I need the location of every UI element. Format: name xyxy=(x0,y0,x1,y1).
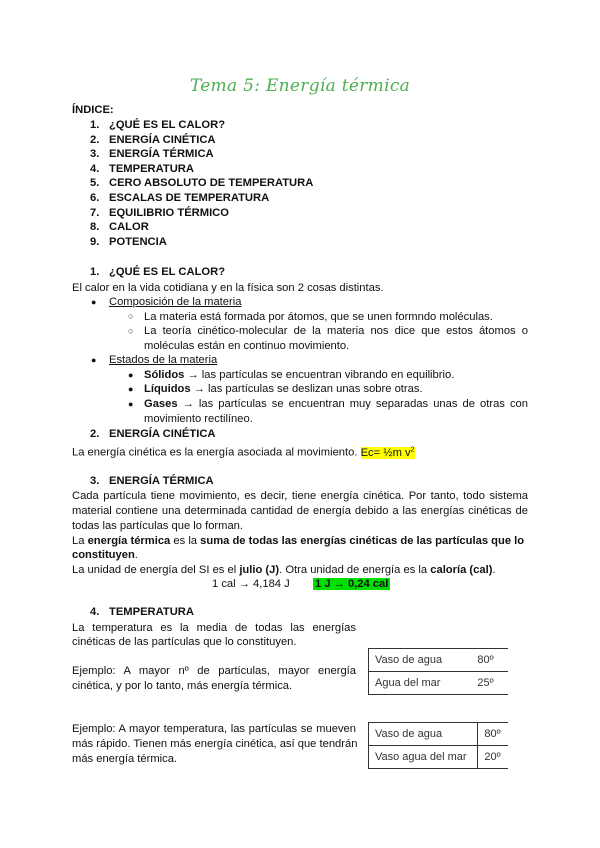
formula-text: Ec= ½m v xyxy=(360,446,411,459)
state-liquid xyxy=(144,383,423,395)
thermal-energy-definition: suma de todas las energías cinéticas de las partículas que lo xyxy=(200,535,525,547)
index-item-number: 2. xyxy=(90,133,100,146)
table-cell: Agua del mar xyxy=(369,672,472,695)
state-gas-line-2: movimiento rectilíneo. xyxy=(144,413,253,425)
index-item-number: 8. xyxy=(90,221,100,234)
index-item-label: ENERGÍA CINÉTICA xyxy=(109,133,216,146)
index-item-number: 3. xyxy=(90,148,100,161)
page-title: Tema 5: Energía térmica xyxy=(189,76,411,96)
example-1-line-1: Ejemplo: A mayor nº de partículas, mayor energía xyxy=(72,665,356,677)
kinetic-energy-definition: La energía cinética es la energía asociada al movimiento. xyxy=(72,446,361,459)
table-row xyxy=(369,746,509,769)
composition-item-2-line-2: moléculas están en continuo movimiento. xyxy=(144,340,350,352)
index-item-number: 9. xyxy=(90,235,100,248)
table-row xyxy=(369,723,509,746)
index-item-number: 1. xyxy=(90,119,100,131)
thermal-definition-line-1 xyxy=(72,535,524,547)
state-gas-label: Gases xyxy=(144,398,178,410)
index-item-number: 4. xyxy=(90,162,100,175)
calorie-term: caloría (cal) xyxy=(430,564,493,576)
index-item-number: 6. xyxy=(90,192,100,204)
table-cell: 80º xyxy=(478,723,508,746)
index-item-label: POTENCIA xyxy=(109,235,167,248)
section-3-number: 3. xyxy=(90,475,100,487)
temperature-table-2 xyxy=(368,722,508,769)
thermal-energy-term: energía térmica xyxy=(87,535,171,547)
text-span: La unidad de energía del SI es el xyxy=(72,564,240,576)
thermal-energy-definition-end: constituyen xyxy=(72,549,135,561)
temperature-p1-line-1: La temperatura es la media de todas las energías xyxy=(72,622,356,634)
text-span: . xyxy=(134,549,138,561)
text-span: es la xyxy=(170,535,201,547)
index-item-label: ¿QUÉ ES EL CALOR? xyxy=(109,119,226,131)
table-row xyxy=(369,649,509,672)
text-span: . xyxy=(492,564,496,576)
formula-exponent: 2 xyxy=(410,446,415,453)
thermal-p1-line-2: material contiene una determinada cantidad de energía debido a las energías cinéticas de xyxy=(72,505,528,517)
states-label: Estados de la materia xyxy=(109,354,218,366)
thermal-definition-line-2 xyxy=(72,549,138,561)
index-item-label: TEMPERATURA xyxy=(109,162,194,175)
thermal-p1-line-1: Cada partícula tiene movimiento, es decir, tiene energía cinética. Por tanto, todo sistema xyxy=(72,490,528,502)
index-item-number: 7. xyxy=(90,206,100,219)
text-span: . Otra unidad de energía es la xyxy=(279,564,431,576)
table-row xyxy=(369,672,509,695)
composition-item-2-line-1: La teoría cinético-molecular de la materia nos dice que estos átomos o xyxy=(144,325,528,337)
energy-unit-text xyxy=(72,564,496,576)
table-cell: Vaso agua del mar xyxy=(369,746,478,769)
state-liquid-text: → las partículas se deslizan unas sobre otras. xyxy=(190,383,423,395)
example-2-line-2: más rápido. Tienen más energía cinética, así que tendrán xyxy=(72,738,358,750)
table-cell: 25º xyxy=(471,672,508,695)
example-1-line-2: cinética, y por lo tanto, más energía térmica. xyxy=(72,680,293,692)
text-span: La xyxy=(72,535,88,547)
state-gas-text: → las partículas se encuentran muy separadas unas de otras con xyxy=(177,398,528,410)
example-2-line-3: más energía térmica. xyxy=(72,753,178,765)
circle-bullet-icon: ○ xyxy=(128,326,134,336)
index-item-number: 5. xyxy=(90,177,100,190)
index-heading: ÍNDICE: xyxy=(72,104,114,116)
section-1-heading: ¿QUÉ ES EL CALOR? xyxy=(109,266,226,278)
table-cell: Vaso de agua xyxy=(369,723,478,746)
kinetic-energy-formula xyxy=(361,447,415,459)
conversion-cal-to-j: 1 cal → 4,184 J xyxy=(212,578,290,590)
index-item-label: ENERGÍA TÉRMICA xyxy=(109,148,214,161)
thermal-p1-line-3: todas las partículas que lo forman. xyxy=(72,520,244,532)
temperature-table-1 xyxy=(368,648,508,695)
section-1-number: 1. xyxy=(90,266,100,278)
bullet-icon: ● xyxy=(128,399,134,409)
circle-bullet-icon: ○ xyxy=(128,311,134,321)
state-solid xyxy=(144,369,454,381)
bullet-icon: ● xyxy=(128,370,134,380)
table-cell: Vaso de agua xyxy=(369,649,472,672)
example-2-line-1: Ejemplo: A mayor temperatura, las partículas se mueven xyxy=(72,723,356,735)
index-item-label: CALOR xyxy=(109,221,149,234)
state-gas xyxy=(144,398,528,410)
table-cell: 20º xyxy=(478,746,508,769)
temperature-p1-line-2: cinéticas de las partículas que lo constituyen. xyxy=(72,636,297,648)
section-4-heading: TEMPERATURA xyxy=(109,606,194,618)
index-item-label: EQUILIBRIO TÉRMICO xyxy=(109,206,229,219)
bullet-icon: ● xyxy=(91,297,97,307)
composition-label: Composición de la materia xyxy=(109,296,242,308)
table-cell: 80º xyxy=(471,649,508,672)
state-solid-label: Sólidos xyxy=(144,369,185,381)
section-1-intro: El calor en la vida cotidiana y en la física son 2 cosas distintas. xyxy=(72,282,384,294)
state-liquid-label: Líquidos xyxy=(144,383,191,395)
conversion-j-to-cal: 1 J → 0,24 cal xyxy=(315,578,389,590)
section-3-heading: ENERGÍA TÉRMICA xyxy=(109,475,214,487)
section-2-number: 2. xyxy=(90,428,100,440)
state-solid-text: → las partículas se encuentran vibrando en equilibrio. xyxy=(184,369,455,381)
bullet-icon: ● xyxy=(128,384,134,394)
index-item-label: ESCALAS DE TEMPERATURA xyxy=(109,192,270,204)
section-4-number: 4. xyxy=(90,606,100,618)
kinetic-energy-text xyxy=(72,446,415,459)
section-2-heading: ENERGÍA CINÉTICA xyxy=(109,428,216,440)
composition-item-1: La materia está formada por átomos, que se unen formndo moléculas. xyxy=(144,311,493,323)
bullet-icon: ● xyxy=(91,355,97,365)
joule-term: julio (J) xyxy=(239,564,280,576)
index-item-label: CERO ABSOLUTO DE TEMPERATURA xyxy=(109,177,314,190)
